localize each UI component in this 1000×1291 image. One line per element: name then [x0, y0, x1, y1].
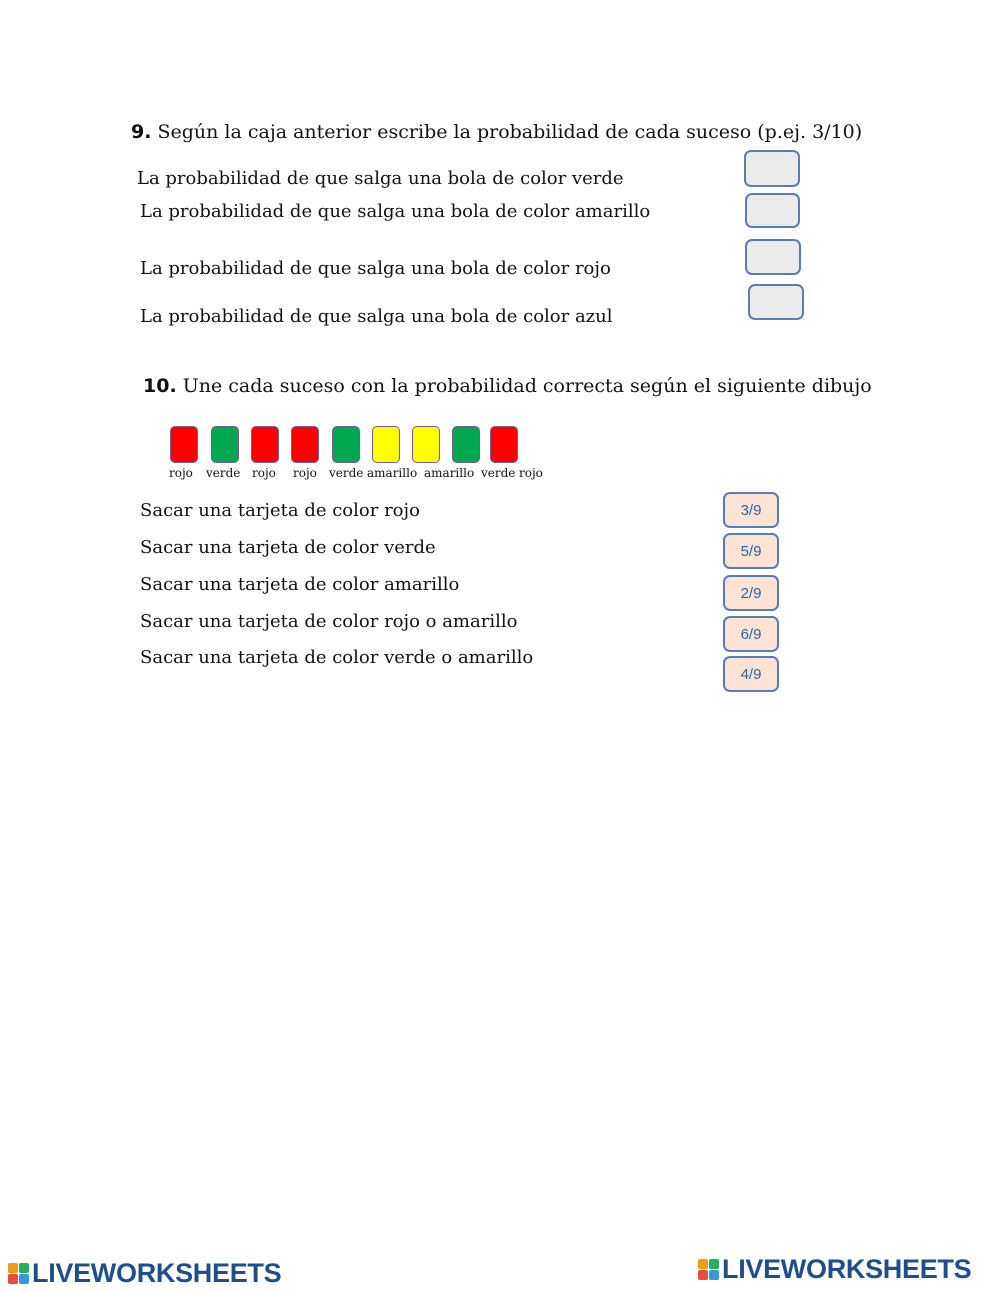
q9-item-green: La probabilidad de que salga una bola de color verde [137, 168, 624, 189]
card-label-9: rojo [519, 466, 543, 480]
q10-number: 10. [143, 375, 177, 397]
q9-item-red: La probabilidad de que salga una bola de color rojo [140, 258, 611, 279]
logo-square-4 [709, 1270, 719, 1280]
answer-input-blue[interactable] [750, 286, 802, 318]
option-3-9[interactable]: 3/9 [723, 492, 779, 528]
card-8 [452, 426, 480, 463]
logo-square-4 [19, 1274, 29, 1284]
footer-logo-right [698, 1254, 971, 1285]
answer-input-green[interactable] [746, 152, 798, 185]
card-label-2: verde [206, 466, 241, 480]
q10-event-2: Sacar una tarjeta de color verde [140, 537, 436, 558]
q10-event-1: Sacar una tarjeta de color rojo [140, 500, 420, 521]
q9-item-blue: La probabilidad de que salga una bola de color azul [140, 306, 613, 327]
card-1 [170, 426, 198, 463]
card-label-5: verde [329, 466, 364, 480]
card-label-7: amarillo [424, 466, 475, 480]
option-5-9[interactable]: 5/9 [723, 533, 779, 569]
logo-mark-icon [698, 1259, 719, 1280]
q10-title [143, 375, 872, 397]
card-label-1: rojo [169, 466, 193, 480]
answer-input-red[interactable] [747, 241, 799, 273]
q9-title [131, 121, 862, 143]
card-label-4: rojo [293, 466, 317, 480]
card-2 [211, 426, 239, 463]
card-7 [412, 426, 440, 463]
logo-square-1 [698, 1259, 708, 1269]
q10-text: Une cada suceso con la probabilidad correcta según el siguiente dibujo [182, 375, 872, 397]
answer-box-blue [748, 284, 804, 320]
answer-input-yellow[interactable] [747, 195, 798, 226]
option-4-9[interactable]: 4/9 [723, 656, 779, 692]
q10-event-5: Sacar una tarjeta de color verde o amarillo [140, 647, 534, 668]
logo-square-3 [698, 1270, 708, 1280]
footer-logo-left [8, 1258, 281, 1289]
logo-square-3 [8, 1274, 18, 1284]
card-3 [251, 426, 279, 463]
answer-box-green [744, 150, 800, 187]
card-label-3: rojo [252, 466, 276, 480]
logo-mark-icon [8, 1263, 29, 1284]
q9-item-yellow: La probabilidad de que salga una bola de color amarillo [140, 201, 651, 222]
card-5 [332, 426, 360, 463]
card-4 [291, 426, 319, 463]
q9-text: Según la caja anterior escribe la probabilidad de cada suceso (p.ej. 3/10) [157, 121, 863, 143]
logo-square-2 [19, 1263, 29, 1273]
card-label-8: verde [481, 466, 516, 480]
card-9 [490, 426, 518, 463]
answer-box-yellow [745, 193, 800, 228]
card-6 [372, 426, 400, 463]
answer-box-red [745, 239, 801, 275]
logo-text: LIVEWORKSHEETS [722, 1254, 972, 1284]
option-2-9[interactable]: 2/9 [723, 575, 779, 611]
logo-square-1 [8, 1263, 18, 1273]
q10-event-3: Sacar una tarjeta de color amarillo [140, 574, 460, 595]
option-6-9[interactable]: 6/9 [723, 616, 779, 652]
q9-number: 9. [131, 121, 152, 143]
logo-square-2 [709, 1259, 719, 1269]
card-label-6: amarillo [367, 466, 418, 480]
logo-text: LIVEWORKSHEETS [32, 1258, 282, 1288]
q10-event-4: Sacar una tarjeta de color rojo o amarillo [140, 611, 518, 632]
